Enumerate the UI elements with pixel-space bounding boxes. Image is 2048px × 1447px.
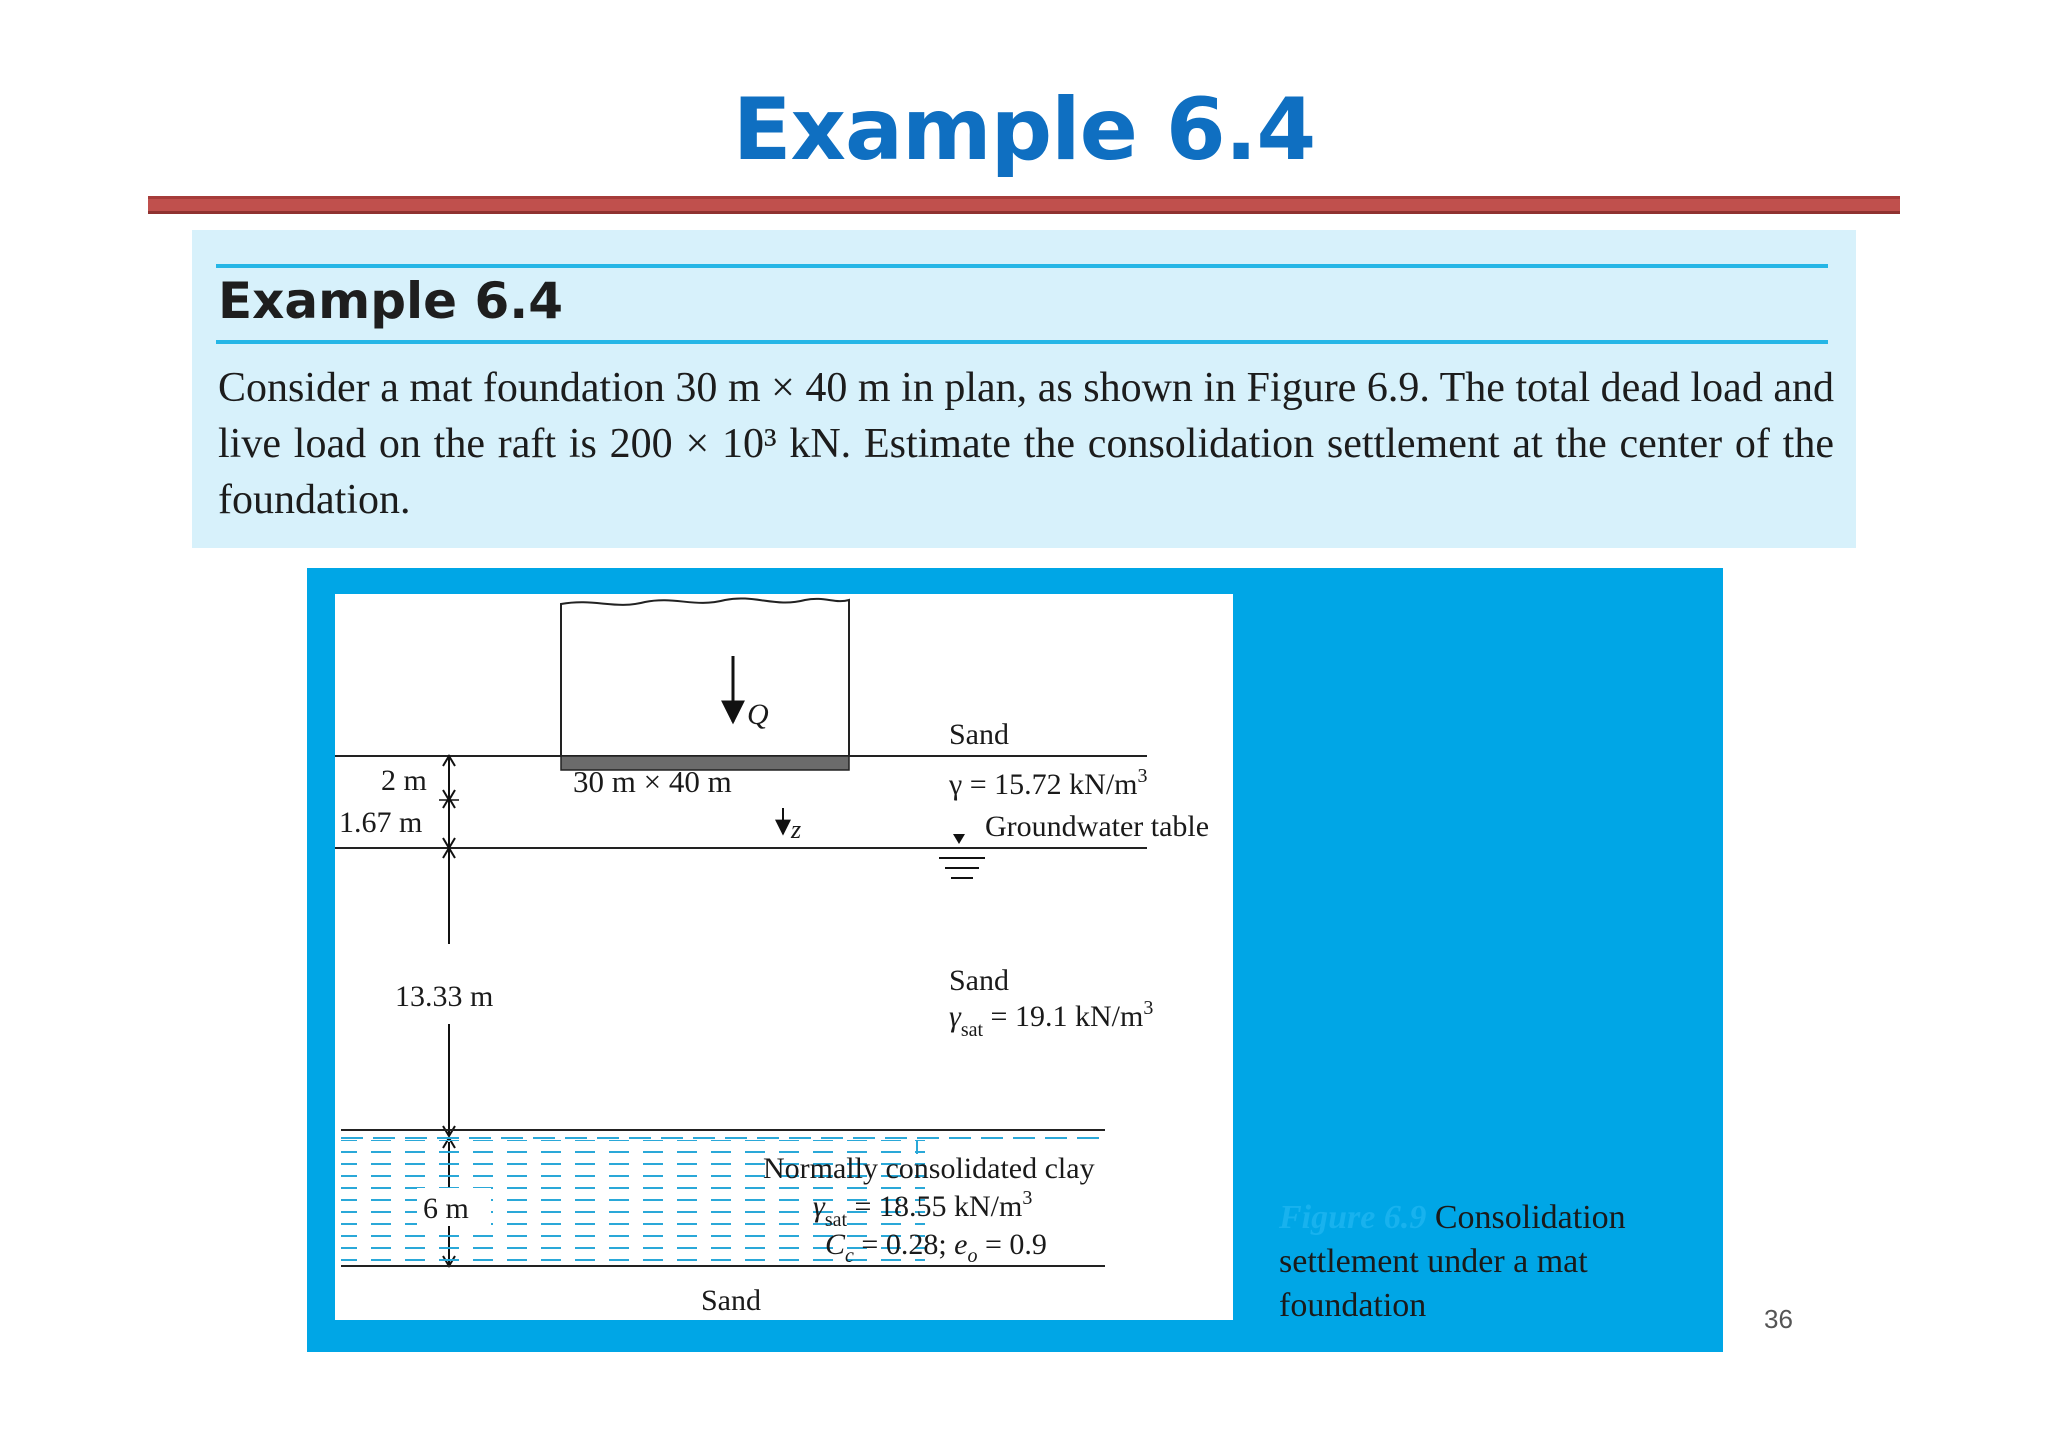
example-statement: Consider a mat foundation 30 m × 40 m in plan, as shown in Figure 6.9. The total dead load and live load on the raft is 200 × 10³ kN. Estimate the consolidation settlement at the center of the foundation.	[218, 365, 1834, 523]
load-label: Q	[747, 698, 769, 731]
dim-1-67m: 1.67 m	[339, 806, 423, 839]
groundwater-triangle-icon	[953, 834, 965, 844]
title-divider	[148, 196, 1900, 214]
mat-foundation	[561, 598, 849, 756]
foundation-diagram	[335, 594, 1233, 1320]
figure-panel	[307, 568, 1723, 1352]
gwt-label: Groundwater table	[985, 810, 1210, 843]
clay-compression-index: $C_c = 0.28$; $e_o = 0.9$	[825, 1228, 1047, 1267]
bottom-layer-label: Sand	[701, 1284, 761, 1317]
layer1-unit-weight: γ = 15.72 $kN/m^3$	[949, 765, 1148, 801]
dim-13-33m: 13.33 m	[395, 980, 494, 1013]
example-statement-box	[192, 230, 1856, 548]
dim-6m: 6 m	[423, 1192, 469, 1225]
layer1-name: Sand	[949, 718, 1009, 751]
example-heading: Example 6.4	[218, 272, 564, 330]
caption-text: Consolidation settlement under a mat foundation	[1279, 1199, 1626, 1324]
figure-caption	[1279, 1196, 1679, 1328]
dim-2m: 2 m	[381, 764, 427, 797]
foundation-size-label: 30 m × 40 m	[573, 764, 732, 799]
layer2-unit-weight: $\gamma_{sat} = 19.1$ $kN/m^3$	[949, 997, 1154, 1041]
clay-name: Normally consolidated clay	[763, 1152, 1095, 1185]
layer2-name: Sand	[949, 964, 1009, 997]
clay-unit-weight: $\gamma_{sat} = 18.55$ $kN/m^3$	[813, 1187, 1033, 1231]
figure-drawing-area	[335, 594, 1233, 1320]
depth-label: z	[791, 815, 802, 844]
heading-top-rule	[216, 264, 1828, 268]
heading-bottom-rule	[216, 340, 1828, 344]
slide-title: Example 6.4	[732, 80, 1316, 180]
page-number: 36	[1764, 1304, 1793, 1334]
caption-label: Figure 6.9	[1279, 1199, 1427, 1236]
